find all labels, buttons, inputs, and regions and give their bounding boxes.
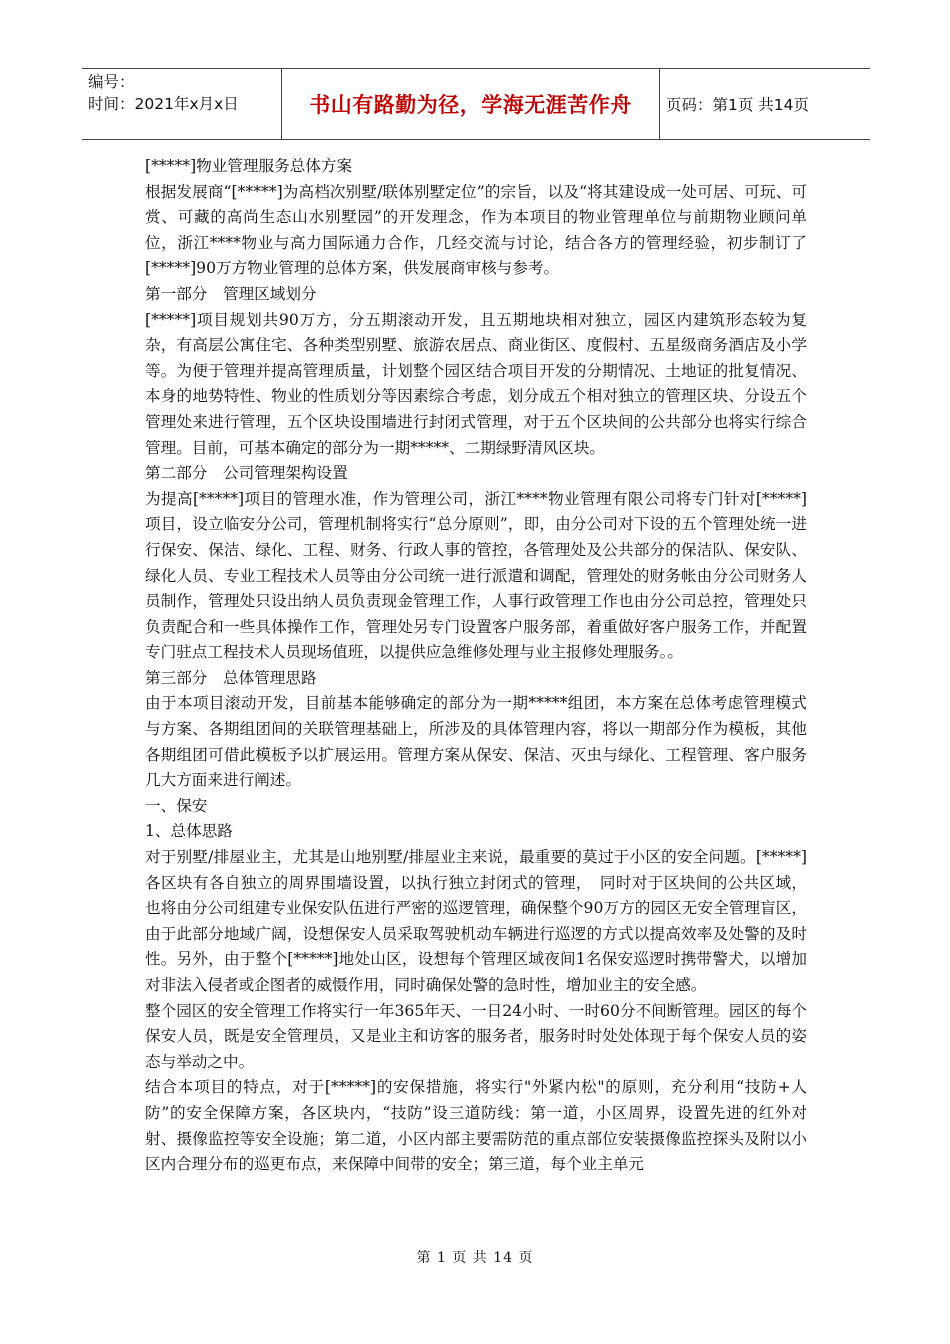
section-heading: 第一部分 管理区域划分 <box>145 284 317 303</box>
section-heading: 第三部分 总体管理思路 <box>145 668 317 687</box>
document-date: 时间：2021年x月x日 <box>88 95 239 113</box>
paragraph: 为提高[*****]项目的管理水准，作为管理公司，浙江****物业管理有限公司将专门针对[*****]项目，设立临安分公司，管理机制将实行“总分原则”，即，由分公司对下设的五个管理处统一进行保安、保洁、绿化、工程、财务、行政人事的管控，各管理处及公共部分的保洁队、保安队、绿化人员、专业工程技术人员等由分公司统一进行派遣和调配，管理处的财务帐由分公司财务人员制作，管理处只设出纳人员负责现金管理工作，人事行政管理工作也由分公司总控，管理处只负责配合和一些具体操作工作，管理处另专门设置客户服务部，着重做好客户服务工作，并配置专门驻点工程技术人员现场值班，以提供应急维修处理与业主报修处理服务。。 <box>145 489 807 662</box>
subsection-heading: 一、保安 <box>145 796 208 815</box>
document-number-label: 编号： <box>88 73 135 91</box>
paragraph: [*****]项目规划共90万方，分五期滚动开发，且五期地块相对独立，园区内建筑形态较为复杂，有高层公寓住宅、各种类型别墅、旅游农居点、商业街区、度假村、五星级商务酒店及小学等。为便于管理并提高管理质量，计划整个园区结合项目开发的分期情况、土地证的批复情况、本身的地势特性、物业的性质划分等因素综合考虑，划分成五个相对独立的管理区块、分设五个管理处来进行管理，五个区块设围墙进行封闭式管理，对于五个区块间的公共部分也将实行综合管理。目前，可基本确定的部分为一期*****、二期绿野清风区块。 <box>145 310 807 457</box>
paragraph: 结合本项目的特点，对于[*****]的安保措施，将实行"外紧内松"的原则，充分利用“技防+人防”的安全保障方案，各区块内，“技防”设三道防线：第一道，小区周界，设置先进的红外对射、摄像监控等安全设施；第二道，小区内部主要需防范的重点部位安装摄像监控探头及附以小区内合理分布的巡更布点，来保障中间带的安全；第三道，每个业主单元 <box>145 1078 807 1174</box>
subsection-heading: 1、总体思路 <box>145 822 233 841</box>
page-header <box>82 68 870 140</box>
document-body <box>145 154 807 1178</box>
paragraph: 根据发展商“[*****]为高档次别墅/联体别墅定位”的宗旨，以及“将其建设成一处可居、可玩、可赏、可藏的高尚生态山水别墅园”的开发理念，作为本项目的物业管理单位与前期物业顾问单位，浙江****物业与高力国际通力合作，几经交流与讨论，结合各方的管理经验，初步制订了[*****]90万方物业管理的总体方案，供发展商审核与参考。 <box>145 182 807 278</box>
header-meta <box>82 69 282 139</box>
document-title: [*****]物业管理服务总体方案 <box>145 157 353 175</box>
header-motto: 书山有路勤为径，学海无涯苦作舟 <box>282 69 660 139</box>
page-footer: 第 1 页 共 14 页 <box>416 1250 534 1266</box>
paragraph: 对于别墅/排屋业主，尤其是山地别墅/排屋业主来说，最重要的莫过于小区的安全问题。[*****]各区块有各自独立的周界围墙设置，以执行独立封闭式的管理， 同时对于区块间的公共区域，也将由分公司组建专业保安队伍进行严密的巡逻管理，确保整个90万方的园区无安全管理盲区，由于此部分地域广阔，设想保安人员采取驾驶机动车辆进行巡逻的方式以提高效率及处警的及时性。另外，由于整个[*****]地处山区，设想每个管理区域夜间1名保安巡逻时携带警犬，以增加对非法入侵者或企图者的威慑作用，同时确保处警的急时性，增加业主的安全感。 <box>145 848 807 994</box>
header-page-info: 页码：第1页 共14页 <box>666 96 810 114</box>
paragraph: 整个园区的安全管理工作将实行一年365年天、一日24小时、一时60分不间断管理。园区的每个保安人员，既是安全管理员，又是业主和访客的服务者，服务时时处处体现于每个保安人员的姿态与举动之中。 <box>145 1001 808 1071</box>
paragraph: 由于本项目滚动开发，目前基本能够确定的部分为一期*****组团，本方案在总体考虑管理模式与方案、各期组团间的关联管理基础上，所涉及的具体管理内容，将以一期部分作为模板，其他各期组团可借此模板予以扩展运用。管理方案从保安、保洁、灭虫与绿化、工程管理、客户服务几大方面来进行阐述。 <box>145 694 807 790</box>
section-heading: 第二部分 公司管理架构设置 <box>145 464 348 483</box>
